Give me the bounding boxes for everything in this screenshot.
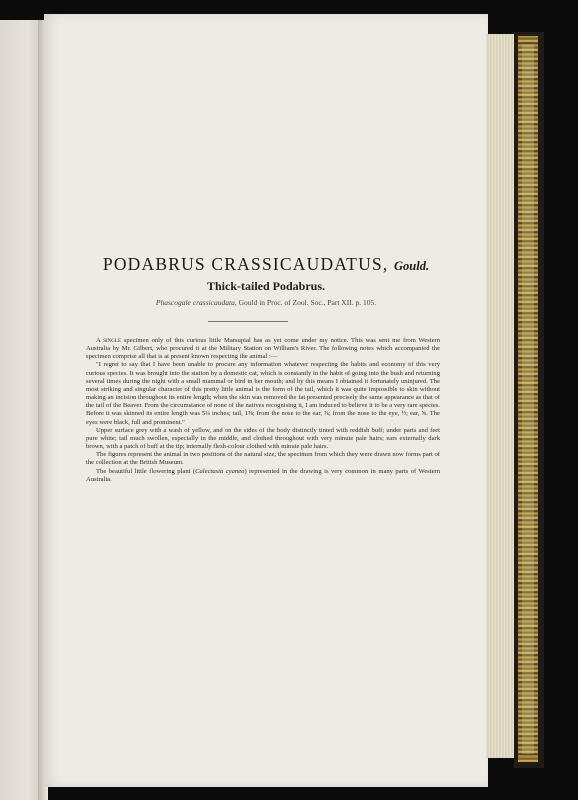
author-name: Gould.: [394, 259, 430, 273]
drop-words: A single: [96, 337, 122, 344]
page-content: [44, 14, 488, 787]
species-title: [44, 254, 488, 275]
paragraph-intro-text: specimen only of this curious little Marsupial has as yet come under my notice. This was sent me from Western Australia by Mr. Gilbert, who procured it at the Military Station on William's River. The following notes which accompanied the specimen comprise all that is at present known respecting the animal :—: [86, 337, 440, 361]
synonym-citation: Gould in Proc. of Zool. Soc., Part XII. p. 105.: [238, 298, 377, 307]
synonym-reference: [44, 298, 488, 307]
paragraph-intro: [86, 337, 440, 361]
species-name: PODABRUS CRASSICAUDATUS,: [102, 254, 389, 274]
gilt-highlight: [522, 44, 534, 754]
paragraph-coloration: Upper surface grey with a wash of yellow, and on the sides of the body distinctly tinted with reddish buff; under parts and feet pure white; tail much swollen, especially in the middle, and clothed throughout with very minute pale hairs; ears externally dark brown, with a patch of buff at the tip; internally flesh-colour clothed with minute pale hairs.: [86, 426, 440, 451]
plant-name: Calectasia cyanea: [195, 467, 245, 475]
description-text: [86, 337, 440, 484]
page-edges: [486, 34, 514, 758]
paragraph-plant: [86, 468, 440, 484]
plant-text-a: The beautiful little flowering plant (: [96, 467, 196, 475]
paragraph-figures: The figures represent the animal in two positions of the natural size; the specimen from which they were drawn now forms part of the collection at the British Museum.: [86, 451, 440, 467]
paragraph-quote: "I regret to say that I have been unable to procure any information whatever respecting the habits and economy of this very curious species. It was brought into the station by a domestic cat, which is constantly in the habit of going into the bush and returning several times during the night with a small mammal or bird in her mouth; and by this means I obtained it fortunately uninjured. The most striking and singular character of this pretty little animal is the form of the tail, which it was quite impossible to skin without making an incision throughout its entire length; when the skin was removed the fat presented precisely the same appearance as that of the tail of the Beaver. From the circumstance of none of the natives recognising it, I am induced to believe it to be a very rare species. Before it was skinned its entire length was 5¼ inches; tail, 1⅝; from the nose to the ear, ⅞; from the nose to the eye, ½; ear, ⅝. The eyes were black, full and prominent.": [86, 361, 440, 426]
synonym-name: Phascogale crassicaudata,: [155, 298, 237, 307]
plant-text-b: ) represented in the drawing is very common in many parts of Western Australia.: [86, 467, 440, 483]
divider-rule: [208, 321, 288, 322]
common-name: Thick-tailed Podabrus.: [206, 279, 326, 293]
